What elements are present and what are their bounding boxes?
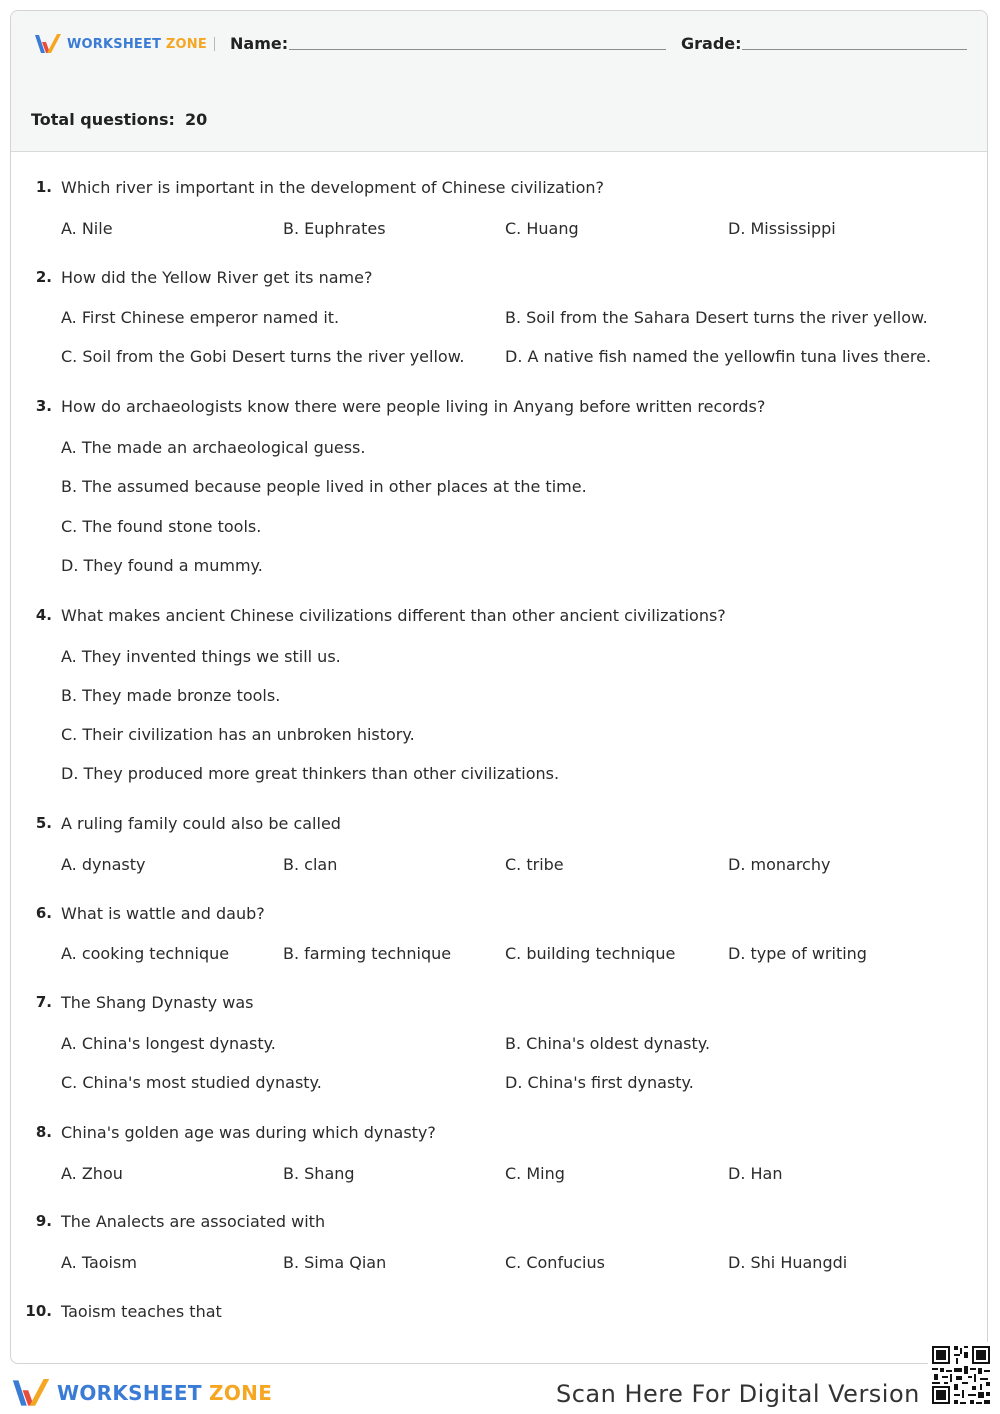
question-text: Which river is important in the development of Chinese civilization? [61, 178, 604, 197]
answer-option[interactable]: C. Huang [505, 219, 579, 238]
answer-option[interactable]: D. monarchy [728, 855, 831, 874]
question-number: 8. [35, 1123, 52, 1141]
question-number: 4. [35, 606, 52, 624]
answer-option[interactable]: D. China's first dynasty. [505, 1073, 694, 1092]
brand-part-1: WORKSHEET [57, 1381, 202, 1405]
answer-option[interactable]: C. Confucius [505, 1253, 605, 1272]
answer-option[interactable]: B. clan [283, 855, 338, 874]
worksheetzone-logo-icon [33, 32, 63, 56]
answer-option[interactable]: C. Their civilization has an unbroken history. [61, 725, 415, 744]
question-text: A ruling family could also be called [61, 814, 341, 833]
name-label: Name: [230, 34, 289, 53]
worksheetzone-logo-icon [10, 1376, 52, 1410]
answer-option[interactable]: A. They invented things we still us. [61, 647, 341, 666]
grade-field[interactable] [742, 49, 967, 50]
answer-option[interactable]: C. tribe [505, 855, 564, 874]
answer-option[interactable]: D. Han [728, 1164, 783, 1183]
question-number: 9. [35, 1212, 52, 1230]
question-number: 10. [25, 1302, 52, 1320]
answer-option[interactable]: A. cooking technique [61, 944, 230, 963]
qr-code-icon[interactable] [928, 1342, 994, 1408]
answer-option[interactable]: A. First Chinese emperor named it. [61, 308, 340, 327]
question-text: The Analects are associated with [61, 1212, 326, 1231]
brand-part-1: WORKSHEET [67, 36, 162, 52]
answer-option[interactable]: A. China's longest dynasty. [61, 1034, 276, 1053]
answer-option[interactable]: C. China's most studied dynasty. [61, 1073, 322, 1092]
question-text: China's golden age was during which dynasty? [61, 1123, 436, 1142]
total-label: Total questions: [31, 110, 175, 129]
answer-option[interactable]: A. dynasty [61, 855, 146, 874]
answer-option[interactable]: A. Taoism [61, 1253, 137, 1272]
question-text: How did the Yellow River get its name? [61, 268, 373, 287]
name-field[interactable] [289, 49, 666, 50]
answer-option[interactable]: A. The made an archaeological guess. [61, 438, 366, 457]
question-number: 3. [35, 397, 52, 415]
answer-option[interactable]: C. Soil from the Gobi Desert turns the river yellow. [61, 347, 465, 366]
question-number: 5. [35, 814, 52, 832]
answer-option[interactable]: D. Mississippi [728, 219, 836, 238]
answer-option[interactable]: C. The found stone tools. [61, 517, 262, 536]
answer-option[interactable]: B. The assumed because people lived in other places at the time. [61, 477, 587, 496]
answer-option[interactable]: D. type of writing [728, 944, 867, 963]
answer-option[interactable]: D. Shi Huangdi [728, 1253, 848, 1272]
footer-brand [57, 1381, 272, 1405]
answer-option[interactable]: C. building technique [505, 944, 676, 963]
answer-option[interactable]: B. China's oldest dynasty. [505, 1034, 711, 1053]
question-number: 6. [35, 904, 52, 922]
question-number: 2. [35, 268, 52, 286]
answer-option[interactable]: B. Sima Qian [283, 1253, 387, 1272]
answer-option[interactable]: D. They found a mummy. [61, 556, 263, 575]
brand-part-2: ZONE [165, 36, 207, 52]
grade-label: Grade: [681, 34, 742, 53]
brand-part-2: ZONE [209, 1381, 273, 1405]
question-text: What is wattle and daub? [61, 904, 265, 923]
header-separator [214, 37, 215, 51]
answer-option[interactable]: B. Shang [283, 1164, 355, 1183]
question-text: How do archaeologists know there were people living in Anyang before written records? [61, 397, 766, 416]
worksheet-header [11, 11, 987, 152]
header-brand [67, 37, 207, 52]
question-text: The Shang Dynasty was [61, 993, 254, 1012]
footer-logo [10, 1376, 272, 1410]
answer-option[interactable]: B. They made bronze tools. [61, 686, 281, 705]
answer-option[interactable]: B. farming technique [283, 944, 452, 963]
answer-option[interactable]: D. A native fish named the yellowfin tuna lives there. [505, 347, 932, 366]
answer-option[interactable]: B. Euphrates [283, 219, 386, 238]
question-number: 7. [35, 993, 52, 1011]
header-logo [33, 31, 207, 57]
question-number: 1. [35, 178, 52, 196]
answer-option[interactable]: A. Zhou [61, 1164, 123, 1183]
answer-option[interactable]: B. Soil from the Sahara Desert turns the river yellow. [505, 308, 928, 327]
answer-option[interactable]: A. Nile [61, 219, 113, 238]
question-text: What makes ancient Chinese civilizations different than other ancient civilizations? [61, 606, 726, 625]
answer-option[interactable]: C. Ming [505, 1164, 565, 1183]
total-questions [31, 110, 207, 129]
answer-option[interactable]: D. They produced more great thinkers than other civilizations. [61, 764, 560, 783]
total-count: 20 [184, 110, 208, 129]
scan-text: Scan Here For Digital Version [556, 1380, 920, 1408]
question-text: Taoism teaches that [61, 1302, 222, 1321]
